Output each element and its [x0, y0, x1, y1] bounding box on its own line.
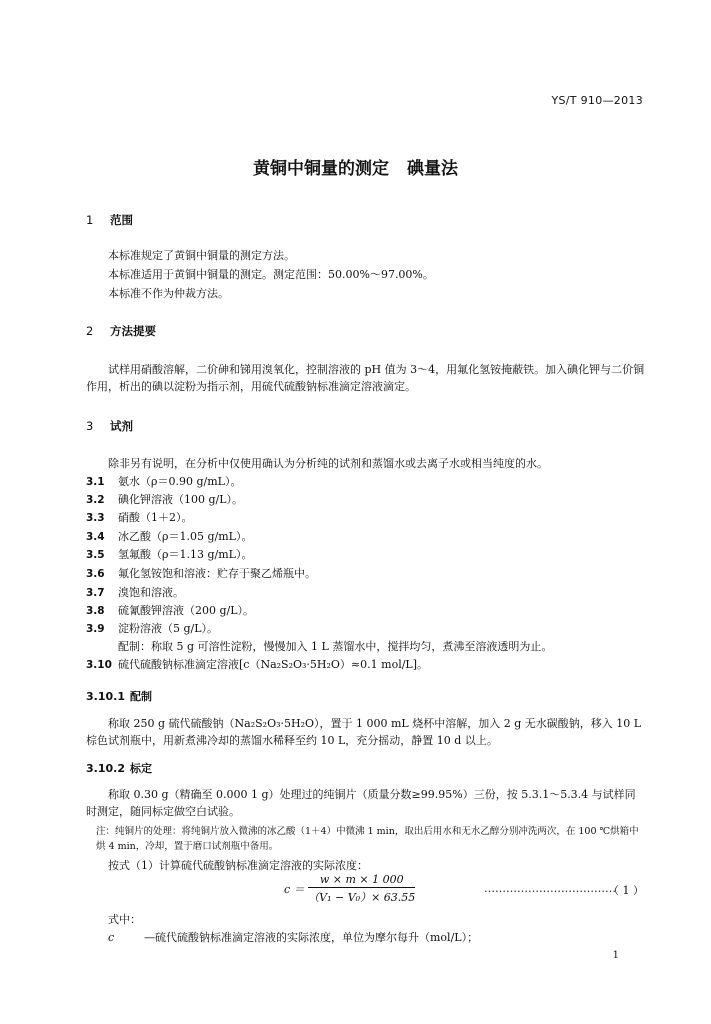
section-2-heading: 2 方法提要	[86, 324, 156, 338]
formula-dots: ………………………………	[484, 882, 616, 895]
preparation-text: 称取 250 g 硫代硫酸钠（Na₂S₂O₃·5H₂O），置于 1 000 mL 烧杯中溶解，加入 2 g 无水碳酸钠，移入 10 L 棕色试剂瓶中，用新煮沸冷却的蒸馏水稀释至约 10 L，充分摇动，静置 10 d 以上。	[86, 717, 642, 747]
variable-symbol: c	[108, 931, 115, 944]
reagents-intro: 除非另有说明，在分析中仅使用确认为分析纯的试剂和蒸馏水或去离子水或相当纯度的水。	[108, 457, 548, 470]
title-main: 黄铜中铜量的测定	[253, 159, 389, 179]
reagent-item: 3.9 淀粉溶液（5 g/L）。	[86, 622, 219, 635]
formula-fraction	[308, 873, 415, 905]
standard-number: YS/T 910—2013	[551, 94, 643, 107]
subsection-3-10-2-heading: 3.10.2 标定	[86, 762, 152, 775]
formula-denominator: （V₁ − V₀）× 63.55	[308, 891, 416, 904]
scope-line-1: 本标准规定了黄铜中铜量的测定方法。	[108, 249, 295, 262]
reagent-item: 3.3 硝酸（1＋2）。	[86, 511, 193, 524]
scope-line-3: 本标准不作为仲裁方法。	[108, 287, 229, 300]
section-1-heading: 1 范围	[86, 213, 133, 227]
formula-intro: 按式（1）计算硫代硫酸钠标准滴定溶液的实际浓度：	[108, 859, 368, 872]
formula-1	[284, 873, 415, 905]
standardization-text: 称取 0.30 g（精确至 0.000 1 g）处理过的纯铜片（质量分数≥99.95%）三份，按 5.3.1～5.3.4 与试样同时测定，随同标定做空白试验。	[86, 788, 636, 818]
reagent-item: 3.7 溴饱和溶液。	[86, 586, 184, 599]
where-label: 式中：	[108, 913, 141, 926]
formula-numerator: w × m × 1 000	[308, 873, 415, 888]
note-text: 注：纯铜片的处理：将纯铜片放入微沸的冰乙酸（1＋4）中微沸 1 min，取出后用水和无水乙醇分别冲洗两次，在 100 ℃烘箱中烘 4 min，冷却，置于磨口试剂瓶中备用。	[96, 826, 639, 852]
variable-c-definition	[108, 929, 478, 946]
reagent-item: 3.8 硫氰酸钾溶液（200 g/L）。	[86, 604, 255, 617]
reagent-item: 3.1 氨水（ρ＝0.90 g/mL）。	[86, 475, 242, 488]
reagent-item: 3.5 氢氟酸（ρ＝1.13 g/mL）。	[86, 548, 253, 561]
section-3-heading: 3 试剂	[86, 419, 133, 433]
document-title	[0, 154, 711, 179]
method-summary: 试样用硝酸溶解，二价砷和锑用溴氧化，控制溶液的 pH 值为 3～4，用氟化氢铵掩蔽铁。加入碘化钾与二价铜作用，析出的碘以淀粉为指示剂，用硫代硫酸钠标准滴定溶液滴定。	[86, 363, 645, 393]
formula-lhs: c ＝	[284, 883, 305, 896]
reagent-item: 3.6 氟化氢铵饱和溶液：贮存于聚乙烯瓶中。	[86, 567, 316, 580]
formula-label: （ 1 ）	[608, 884, 644, 897]
reagent-item: 3.2 碘化钾溶液（100 g/L）。	[86, 493, 244, 506]
subsection-3-10-1-heading: 3.10.1 配制	[86, 690, 152, 703]
reagent-item: 3.4 冰乙酸（ρ＝1.05 g/mL）。	[86, 530, 253, 543]
starch-preparation: 配制：称取 5 g 可溶性淀粉，慢慢加入 1 L 蒸馏水中，搅拌均匀，煮沸至溶液透明为止。	[118, 640, 553, 653]
page-number: 1	[612, 950, 619, 961]
variable-description: —硫代硫酸钠标准滴定溶液的实际浓度，单位为摩尔每升（mol/L）；	[144, 931, 479, 944]
title-method: 碘量法	[407, 159, 458, 179]
scope-line-2: 本标准适用于黄铜中铜量的测定。测定范围：50.00%～97.00%。	[108, 268, 434, 281]
reagent-item-3-10: 3.10 硫代硫酸钠标准滴定溶液[c（Na₂S₂O₃·5H₂O）≈0.1 mol/L]。	[86, 658, 429, 671]
